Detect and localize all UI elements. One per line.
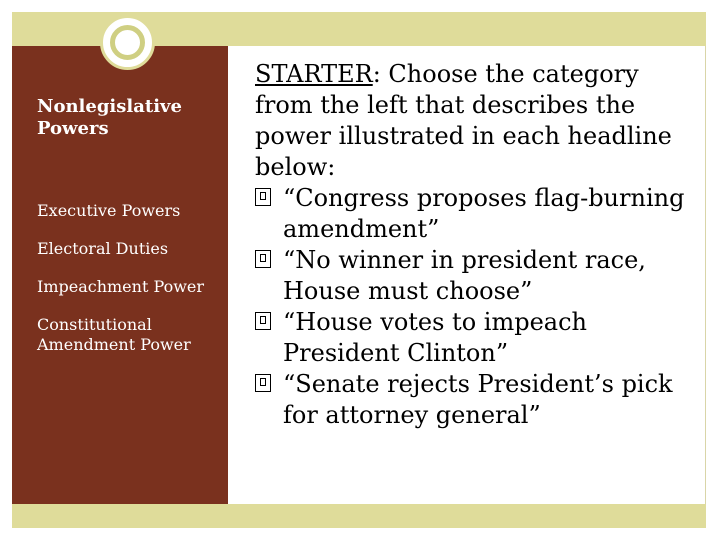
headline-text-3: “House votes to impeach President Clinton” bbox=[283, 308, 587, 367]
starter-label: STARTER bbox=[255, 60, 373, 88]
sidebar-item-electoral-duties: Electoral Duties bbox=[37, 239, 169, 258]
sidebar-item-executive-powers: Executive Powers bbox=[37, 201, 181, 220]
sidebar-item-constitutional-amendment-power: Constitutional Amendment Power bbox=[37, 315, 191, 354]
headline-text-4: “Senate rejects President’s pick for attorney general” bbox=[283, 370, 673, 429]
bottom-accent-band bbox=[12, 504, 706, 528]
headline-text-1: “Congress proposes flag-burning amendment” bbox=[283, 184, 685, 243]
starter-text: : Choose the category from the left that describes the power illustrated in each headline below: bbox=[255, 60, 672, 181]
starter-instruction bbox=[255, 59, 685, 183]
square-bullet-icon bbox=[255, 250, 271, 268]
headline-bullet-1 bbox=[255, 183, 685, 245]
main-content bbox=[255, 59, 685, 431]
sidebar-title: Nonlegislative Powers bbox=[37, 96, 182, 139]
sidebar-item-impeachment-power: Impeachment Power bbox=[37, 277, 205, 296]
headline-bullet-3 bbox=[255, 307, 685, 369]
headline-text-2: “No winner in president race, House must choose” bbox=[283, 246, 646, 305]
headline-bullet-2 bbox=[255, 245, 685, 307]
headline-bullet-4 bbox=[255, 369, 685, 431]
square-bullet-icon bbox=[255, 312, 271, 330]
square-bullet-icon bbox=[255, 374, 271, 392]
circle-ornament-inner bbox=[110, 25, 145, 60]
sidebar-list bbox=[37, 201, 217, 373]
square-bullet-icon bbox=[255, 188, 271, 206]
